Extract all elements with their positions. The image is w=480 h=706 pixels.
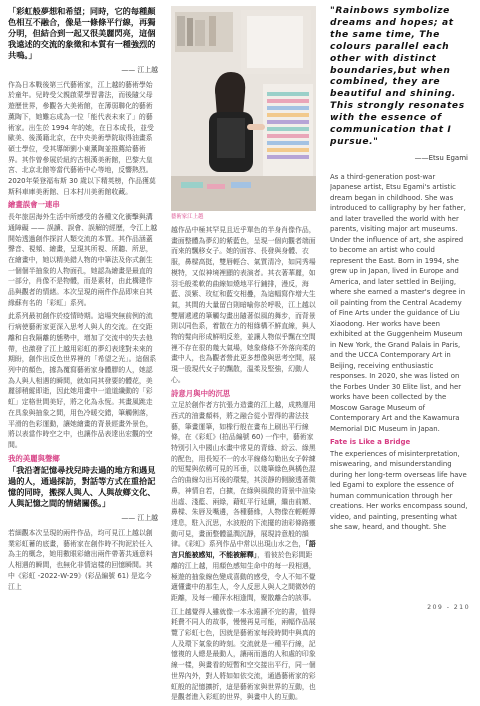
paragraph-body: 若細觀本次呈現的兩件作品，均可見江上越以創業彩虹蓄的底畫，藝術家在創作時不拘泥於任入為主的概念，她用數眼彩繪出兩件帶著共通意料人相遇的瞬間，也無化非情這樣的回憶瞬間。其中《彩虹 -2022-W-29》(彩品編號 61) 是迄今江上 xyxy=(8,529,153,591)
paragraph-intro: 作為日本戰後第三代藝術家，江上越的藝術學始於童年。兒時受父親啟蒙學習書法，而後隨父母遊歷世界，參觀各大美術館，在薄弱聯化的藝術薰陶下，她難忘成為一位「能代表未來了」的藝術家。出生於 1994 年的她，在日本成長，並受歐美、後漢籍北京，在中央美術學院取得油畫系碩士學位，受其導師劉小東薰陶並推薦給藝術界。其作曾參展於紐約古根漢美術館，巴黎大皇宮、北京北館等當代藝術中心等地，反響熱烈。2020年榮登福布斯 30 歲以下精英榜，作品獲莫斯科車庫美術館、日本村川美術館收藏。 xyxy=(8,80,156,196)
artist-photo-illustration xyxy=(171,6,316,211)
paragraph-text: 立足於創作者方抗張力造畫的江上越，成熟運用西式的油畫顏料，將之融合從小習得的書法技藝，筆畫運筆，如橡行般在畫布上刷出平行線條，在《彩虹》(拍品編號 60) 一作中，藝術家特別引入中國山水畫中常見的青綠、紛云、綠黑的配色，用長短不一的水平線條勾勒出女子幹練的短髮與依稀可見的耳垂，以幾筆綠色與橘色混合的曲線勾出耳後的環髮，其淡靜的側臉透著微鼻，神情自若，白擴，在綠與風微的背景中渲染出虛、淺藍、兩綠，藉虹平行延續，繼由前額、鼻樑、朱唇及嘴邊，各種藝緣，人物像在輕輕傳達息，駐入沉思，水波般的下流擺的油彩條路靈動可見，畫面整體溫潤沉靜，展現詩意般的韻律。《彩虹》系列作品中常以出現山水之色， xyxy=(171,401,316,549)
section-heading: 繪畫誤會一連串 xyxy=(8,200,60,210)
chinese-column-middle xyxy=(171,6,316,706)
paragraph-body: 長年旅居海外生活中所感受的各種文化衝擊與溝通障礙 —— 誤讀、誤會、誤解的經歷，令江上越開始透過創作探討人類交流的本質。其作品涵蓋聲音、視頻、繪畫，呈現其所視、所聽、所思，在繪畫中，她以精美錯人物的中筆法及你式創生一個個半抽象的人物面孔，她認為繪畫是最直的一部分，肖像不是物體，而是素材，由此構建作品與觀者的情緒。本次呈現的兩件作品即來自其緣蘇有名的「彩虹」系列。 xyxy=(8,213,158,307)
paragraph-body: 江上越覺得人雖就像一本永遠讀不完的書，值得耗費不同人的故事，慢慢再見可能，兩幅作品展覽了彩虹七色，因就是藝術家每段時間中與真的人及環下氣象的時刻。交流就是一種平行線，記憶複的人總是最動人，讓兩而過的人和處的印象線一樣，與畫看的短暫和空交接出平行，同一個世界內外，對人將如如依交流，通過藝術家的彩虹般的記憶擴折，這是藝術家與世界的互動，也是觀者進入彩虹的世界，與畫中人的互動。 xyxy=(171,607,316,702)
section-heading: 詩意月與中的沉思 xyxy=(171,388,231,398)
chinese-column-left xyxy=(8,6,158,595)
photo-caption: 藝術家江上越 xyxy=(171,214,204,220)
bold-quote-inline: 「語言只能被感知，不能被解釋」 xyxy=(171,540,316,560)
paragraph-body xyxy=(171,400,316,603)
english-column-right xyxy=(330,6,468,535)
artist-photo xyxy=(171,6,316,211)
english-paragraph: The experiences of misinterpretation, miswearing, and misunderstanding during her long-term overseas life have led Egami to explore the essence of human communication through her creations. Her works encompass sound, video, and painting, presenting what she saw, heard, and thought. She xyxy=(330,449,468,532)
quote-attribution: —— 江上越 xyxy=(121,66,158,74)
pull-quote-rainbow: 「彩虹般夢想和希望；同時，它的每種顏色相互不融合，像是一條條平行線，再獨分明，但結合到一起又很美麗閃亮，這個我遠述的交流的象徵和本質有一種強烈的共鳴。」 xyxy=(8,6,156,60)
english-paragraph: As a third-generation post-war Japanese artist, Etsu Egami's artistic dream began in childhood. She was introduced to calligraphy by her father, and later travelled the world with her parents, visiting major art museums. Under the influence of art, she aspired to become an artist who could represent the East. Born in 1994, she grew up in Japan, lived in Europe and America, and later settled in Beijing, where she earned a master's degree in oil painting from the Central Academy of Fine Arts under the guidance of Liu Xiaodong. Her works have been exhibited at the Guggenheim Museum in New York, the Grand Palais in Paris, and the UCCA Contemporary Art in Beijing, receiving enthusiastic responses. In 2020, she was listed on the Forbes Under 30 Elite list, and her works have been collected by the Moscow Garage Museum of Contemporary Art and the Kawamura Memorial DIC Museum in Japan. xyxy=(330,172,466,433)
section-heading: 我的美麗與聲鄉 xyxy=(8,453,60,463)
page-number: 209 - 210 xyxy=(427,604,470,611)
english-quote-attribution: ——Etsu Egami xyxy=(414,153,468,162)
paragraph-body: 越作品中極其罕見且近乎單色的半身肖像作品，畫面整體為夢幻的紫藍色，呈現一個向觀者端面而來的飄移女子。她的面容、長發與身體、衣服，鼻樑高挺，雙唇輕合、氣質清冷，如同秀場模特，又似神境裡顯的表演者。其衣著華麗，如羽毛般柔軟的曲線如燒地平行鋪排，漫反，海藍、淡紫、玫紅和藍交相疊，為這幅寫作增大生氣，其間的大量留白則暗喻你於呼吸，江上越以雙層遞遞的筆觸勾畫出隨著似風的舞步，而背景則以同色系，着散在力的相綠構不鮮直線，與人物的髮向形成鮮明反差，並讓人物似乎飄在空間裡不存在很的幾大氣場，她象條條不外落向柔的畫中人，也為觀者營此更多想像與思考空間，展現一股現代女子的飄散，溫柔及堅強，幻動人心。 xyxy=(171,226,316,384)
paragraph-text: ，看彼於色彩間距離的江上越，用顏色感知生命中的每一段相遇，極遊的抽象線色變成喜動的感受，令人不知不覺適懂畫中的那生人，令人反思人與人之間微妙的距離，及每一種萍水相逢間，聚散離合的該事。 xyxy=(171,551,316,602)
pull-quote-memory: 「我沿著記憶尋找兒時去過的地方和遇見過的人，通過採訪，對話等方式在重拾記憶的同時，搬探人與人、人與故鄉文化、人與記憶之間的情緒關係。」 xyxy=(8,465,156,509)
paragraph-body: 此系列最初創作於疫情時期。這場突無前例的流行病使藝術家更深入思考人與人的交流。在交距離和自我隔離的態勢中，增加了交流中的失去他帶，也激發了江上越用彩虹的夢幻表達對未來的期盼，創作出反色世界裡的「希望之光」。這個系列中的顏色，據為覆寫藝術家身體膠的人，她認為人與人相遇的瞬間，就如同其發要的體花，美麗卻稍縱即逝，因此她用畫中一道道纖動的「彩虹」定格世間美好，將之化為永恆。其畫風跳走在具象與抽象之間，用色冷暖交錯，筆觸俐落，平滑的色彩運動，讓她繪畫的背景經畫外景色，將以表當作時空之中，也讓作品表達出宏觀的空間。 xyxy=(8,312,157,449)
quote-attribution: —— 江上越 xyxy=(121,514,158,523)
english-pull-quote: "Rainbows symbolize dreams and hopes; at the same time, The colours parallel each other with distinct boundaries,but when combined, they are beautiful and shining. This strongly resonates with the essence of communication that I pursue." xyxy=(330,6,465,147)
english-section-heading: Fate is Like a Bridge xyxy=(330,438,411,447)
